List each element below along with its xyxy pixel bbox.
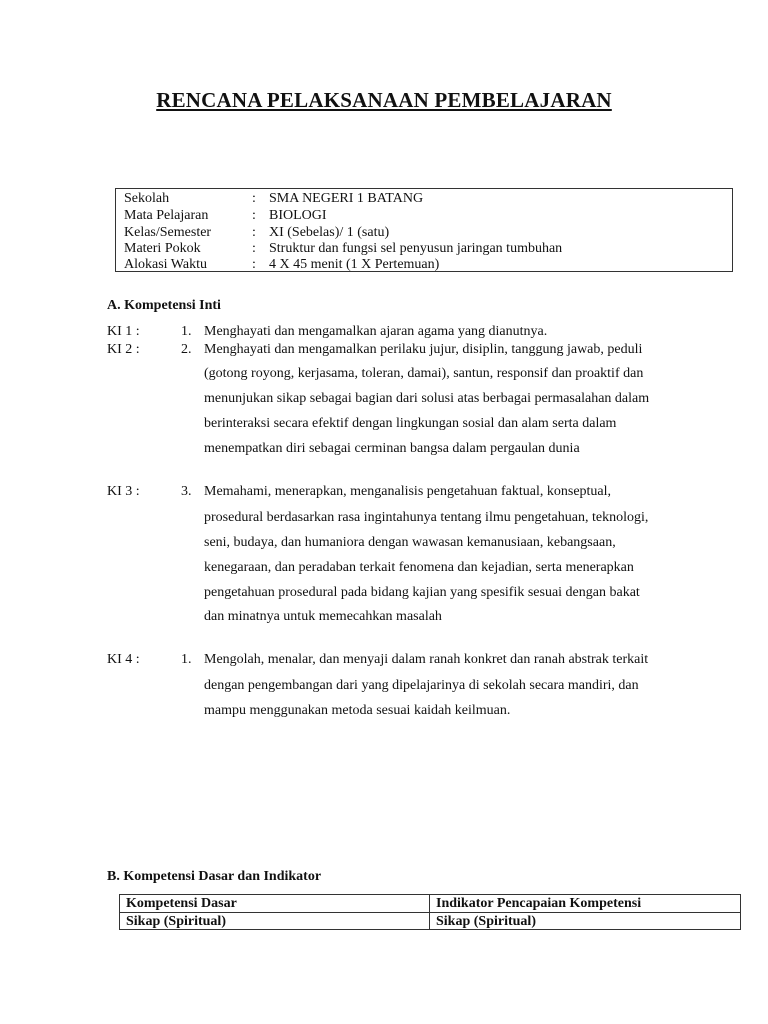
identity-label: Sekolah — [124, 191, 170, 206]
identity-row-alokasi-waktu — [116, 256, 732, 273]
identity-colon: : — [252, 225, 256, 240]
identity-value: SMA NEGERI 1 BATANG — [269, 191, 424, 206]
ki-text-line: (gotong royong, kerjasama, toleran, damai), santun, responsif dan proaktif dan — [204, 366, 644, 381]
identity-label: Kelas/Semester — [124, 225, 212, 240]
identity-value: Struktur dan fungsi sel penyusun jaringan tumbuhan — [269, 241, 563, 256]
identity-label: Materi Pokok — [124, 241, 201, 256]
ki-label: KI 4 : — [107, 652, 140, 667]
section-a-heading: A. Kompetensi Inti — [107, 298, 221, 313]
section-b-heading: B. Kompetensi Dasar dan Indikator — [107, 869, 322, 884]
ki-text-line: Menghayati dan mengamalkan perilaku jujur, disiplin, tanggung jawab, peduli — [204, 342, 643, 357]
ki-text-line: dengan pengembangan dari yang dipelajarinya di sekolah secara mandiri, dan — [204, 678, 639, 693]
ki-text-line: dan minatnya untuk memecahkan masalah — [204, 609, 442, 624]
identity-value: XI (Sebelas)/ 1 (satu) — [269, 225, 390, 240]
ki-label: KI 3 : — [107, 484, 140, 499]
identity-label: Alokasi Waktu — [124, 257, 207, 272]
ki-text-line: mampu menggunakan metoda sesuai kaidah keilmuan. — [204, 703, 511, 718]
kompetensi-table — [119, 894, 741, 930]
ki-text-line: Menghayati dan mengamalkan ajaran agama yang dianutnya. — [204, 324, 548, 339]
table-cell: Sikap (Spiritual) — [126, 914, 226, 929]
ki-number: 2. — [181, 342, 192, 357]
ki-text-line: kenegaraan, dan peradaban terkait fenomena dan kejadian, serta menerapkan — [204, 560, 634, 575]
identity-value: 4 X 45 menit (1 X Pertemuan) — [269, 257, 440, 272]
ki-text-line: Mengolah, menalar, dan menyaji dalam ranah konkret dan ranah abstrak terkait — [204, 652, 649, 667]
ki-text-line: Memahami, menerapkan, menganalisis pengetahuan faktual, konseptual, — [204, 484, 612, 499]
ki-label: KI 1 : — [107, 324, 140, 339]
ki-number: 1. — [181, 652, 192, 667]
identity-label: Mata Pelajaran — [124, 208, 209, 223]
ki-text-line: menempatkan diri sebagai cerminan bangsa dalam pergaulan dunia — [204, 441, 580, 456]
ki-number: 1. — [181, 324, 192, 339]
identity-row-mata-pelajaran — [116, 207, 732, 224]
identity-row-sekolah — [116, 190, 732, 207]
ki-text-line: prosedural berdasarkan rasa ingintahunya tentang ilmu pengetahuan, teknologi, — [204, 510, 649, 525]
ki-text-line: pengetahuan prosedural pada bidang kajian yang spesifik sesuai dengan bakat — [204, 585, 640, 600]
identity-box — [115, 188, 733, 272]
ki-text-line: menunjukan sikap sebagai bagian dari solusi atas berbagai permasalahan dalam — [204, 391, 650, 406]
identity-row-kelas-semester — [116, 224, 732, 241]
ki-label: KI 2 : — [107, 342, 140, 357]
identity-colon: : — [252, 241, 256, 256]
identity-colon: : — [252, 208, 256, 223]
ki-text-line: berinteraksi secara efektif dengan lingkungan sosial dan alam serta dalam — [204, 416, 617, 431]
ki-text-line: seni, budaya, dan humaniora dengan wawasan kemanusiaan, kebangsaan, — [204, 535, 616, 550]
identity-row-materi-pokok — [116, 240, 732, 257]
identity-colon: : — [252, 191, 256, 206]
identity-colon: : — [252, 257, 256, 272]
table-cell: Sikap (Spiritual) — [436, 914, 536, 929]
identity-value: BIOLOGI — [269, 208, 327, 223]
table-header-cell: Indikator Pencapaian Kompetensi — [436, 896, 642, 911]
document-title: RENCANA PELAKSANAAN PEMBELAJARAN — [156, 88, 612, 112]
table-header-cell: Kompetensi Dasar — [126, 896, 237, 911]
ki-number: 3. — [181, 484, 192, 499]
